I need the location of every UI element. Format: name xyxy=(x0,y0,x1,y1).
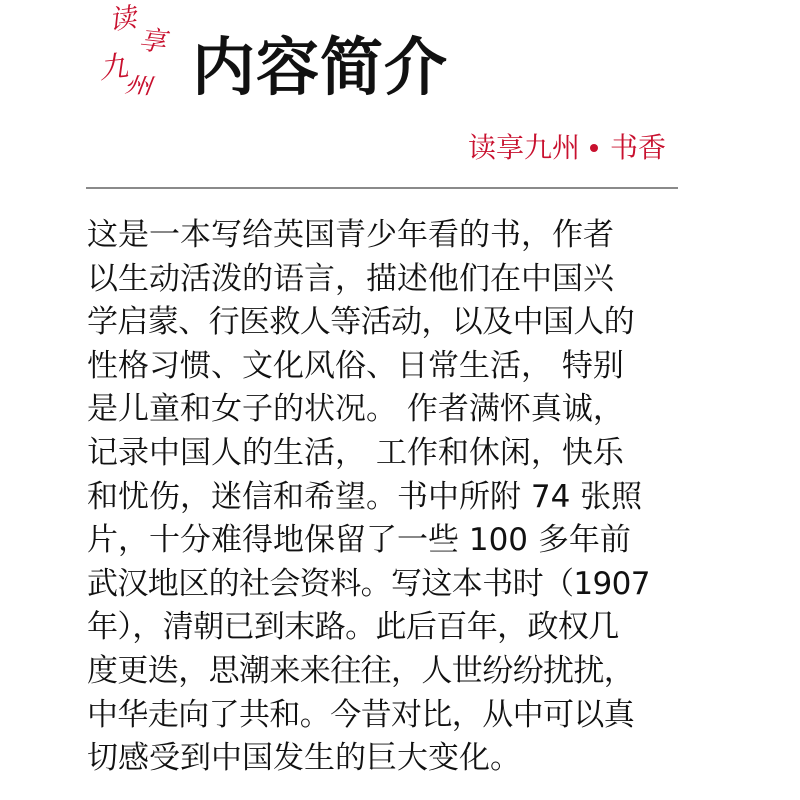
text-line: 片，十分难得地保留了一些 100 多年前 xyxy=(87,522,631,559)
text-line: 是儿童和女子的状况。 作者满怀真诚， xyxy=(87,391,624,428)
text-line: 这是一本写给英国青少年看的书，作者 xyxy=(87,217,614,253)
text-line: 中华走向了共和。今昔对比，从中可以真 xyxy=(87,696,635,733)
brand-line xyxy=(467,131,666,164)
logo-char-du: 读 xyxy=(106,2,139,37)
separator-dot-icon xyxy=(590,144,598,152)
logo-char-jiu: 九 xyxy=(97,48,130,86)
text-line: 武汉地区的社会资料。写这本书时（1907 xyxy=(87,565,650,602)
section-name: 书香 xyxy=(609,131,666,164)
logo-char-xiang: 享 xyxy=(137,24,168,59)
text-line: 性格习惯、文化风俗、日常生活， 特别 xyxy=(87,347,624,384)
text-line: 以生动活泼的语言，描述他们在中国兴 xyxy=(87,260,614,297)
text-line: 切感受到中国发生的巨大变化。 xyxy=(87,740,521,777)
text-line: 年），清朝已到末路。此后百年，政权几 xyxy=(87,609,619,646)
text-line: 度更迭，思潮来来往往，人世纷纷扰扰， xyxy=(87,652,635,689)
page-title: 内容简介 xyxy=(192,30,448,104)
intro-text xyxy=(87,214,687,781)
text-line: 记录中国人的生活， 工作和休闲，快乐 xyxy=(87,434,624,471)
brand-name: 读享九州 xyxy=(467,131,580,164)
logo-char-zhou: 州 xyxy=(123,73,153,100)
header-divider xyxy=(86,187,678,189)
logo-seal xyxy=(95,2,185,106)
text-line: 学启蒙、行医救人等活动，以及中国人的 xyxy=(87,304,635,341)
text-line: 和忧伤，迷信和希望。书中所附 74 张照 xyxy=(87,478,643,515)
